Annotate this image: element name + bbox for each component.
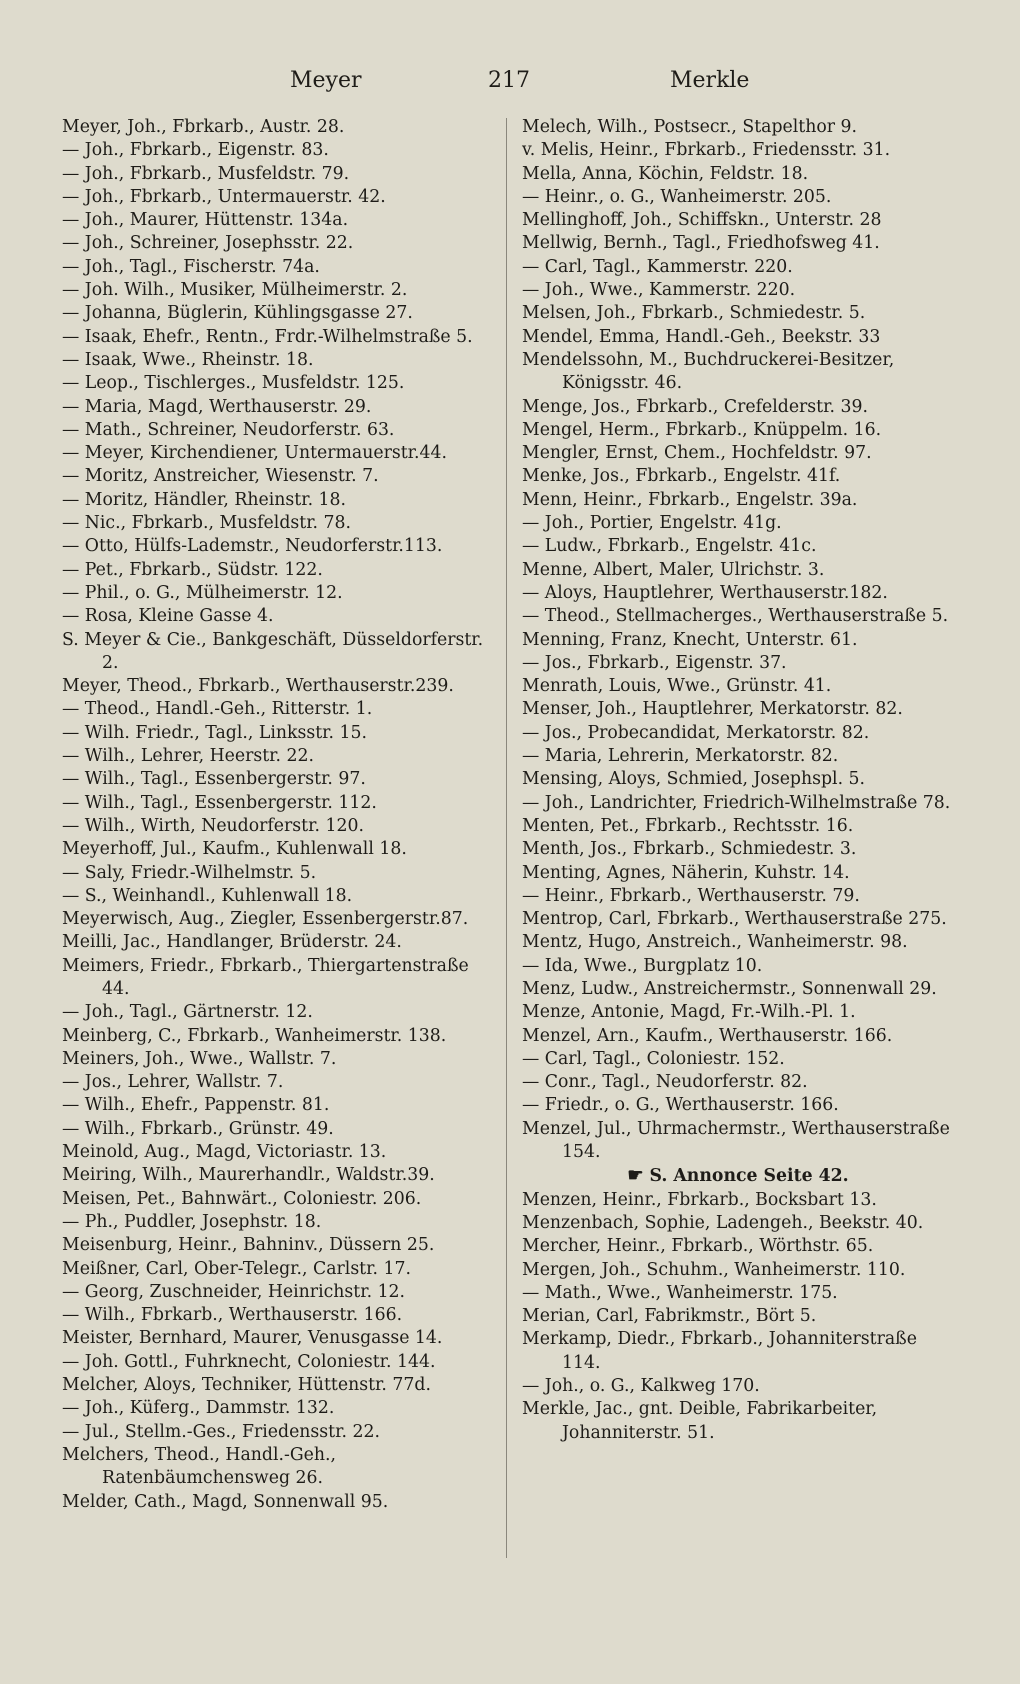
- directory-entry: Melsen, Joh., Fbrkarb., Schmiedestr. 5.: [522, 303, 866, 324]
- directory-entry: Meißner, Carl, Ober-Telegr., Carlstr. 17.: [62, 1258, 411, 1279]
- directory-entry: — Friedr., o. G., Werthauserstr. 166.: [522, 1095, 839, 1116]
- directory-entry: Menzenbach, Sophie, Ladengeh., Beekstr. 40.: [522, 1212, 924, 1233]
- directory-entry: — Phil., o. G., Mülheimerstr. 12.: [62, 582, 343, 603]
- directory-entry: Menser, Joh., Hauptlehrer, Merkatorstr. 82.: [522, 699, 903, 720]
- directory-entry: Mergen, Joh., Schuhm., Wanheimerstr. 110.: [522, 1259, 906, 1280]
- directory-entry: Menz, Ludw., Anstreichermstr., Sonnenwall 29.: [522, 978, 937, 999]
- directory-entry: Meisen, Pet., Bahnwärt., Coloniestr. 206.: [62, 1188, 422, 1209]
- directory-entry: — Carl, Tagl., Kammerstr. 220.: [522, 256, 793, 277]
- directory-entry: — Joh., Tagl., Fischerstr. 74a.: [62, 256, 320, 277]
- directory-entry: S. Meyer & Cie., Bankgeschäft, Düsseldorferstr. 2.: [62, 629, 484, 673]
- directory-entry: Meiring, Wilh., Maurerhandlr., Waldstr.39.: [62, 1165, 435, 1186]
- directory-entry: — Jos., Lehrer, Wallstr. 7.: [62, 1072, 284, 1093]
- directory-entry: — Georg, Zuschneider, Heinrichstr. 12.: [62, 1281, 406, 1302]
- directory-entry: — Wilh., Fbrkarb., Grünstr. 49.: [62, 1118, 334, 1139]
- directory-entry: Mengler, Ernst, Chem., Hochfeldstr. 97.: [522, 443, 872, 464]
- directory-entry: Menne, Albert, Maler, Ulrichstr. 3.: [522, 559, 825, 580]
- directory-entry: Menzel, Jul., Uhrmachermstr., Werthauserstraße 154.: [522, 1118, 950, 1163]
- directory-entry: — Joh., Küferg., Dammstr. 132.: [62, 1398, 335, 1419]
- directory-entry: Mentrop, Carl, Fbrkarb., Werthauserstraße 275.: [522, 909, 947, 930]
- directory-entry: — Rosa, Kleine Gasse 4.: [62, 606, 274, 627]
- directory-entry: Melcher, Aloys, Techniker, Hüttenstr. 77d.: [62, 1375, 431, 1396]
- directory-entry: — Leop., Tischlerges., Musfeldstr. 125.: [62, 373, 405, 394]
- directory-entry: — Wilh., Wirth, Neudorferstr. 120.: [62, 815, 364, 836]
- directory-entry: Menning, Franz, Knecht, Unterstr. 61.: [522, 629, 858, 650]
- directory-entry: — Otto, Hülfs-Lademstr., Neudorferstr.113.: [62, 536, 443, 557]
- header-left-name: Meyer: [290, 68, 362, 93]
- directory-entry: — Joh., Landrichter, Friedrich-Wilhelmstraße 78.: [522, 792, 951, 813]
- directory-entry: — Wilh., Fbrkarb., Werthauserstr. 166.: [62, 1305, 403, 1326]
- directory-entry: Menze, Antonie, Magd, Fr.-Wilh.-Pl. 1.: [522, 1002, 856, 1023]
- directory-entry: — Nic., Fbrkarb., Musfeldstr. 78.: [62, 513, 352, 534]
- directory-entry: — Heinr., o. G., Wanheimerstr. 205.: [522, 186, 832, 207]
- directory-entry: Meinberg, C., Fbrkarb., Wanheimerstr. 138.: [62, 1025, 447, 1046]
- directory-entry: — Joh., Tagl., Gärtnerstr. 12.: [62, 1002, 313, 1023]
- directory-entry: — Math., Schreiner, Neudorferstr. 63.: [62, 419, 395, 440]
- directory-entry: — Meyer, Kirchendiener, Untermauerstr.44.: [62, 443, 448, 464]
- directory-entry: Meyer, Theod., Fbrkarb., Werthauserstr.239.: [62, 676, 454, 697]
- directory-entry: — Wilh., Ehefr., Pappenstr. 81.: [62, 1095, 330, 1116]
- directory-entry: Melchers, Theod., Handl.-Geh., Ratenbäumchensweg 26.: [62, 1444, 337, 1489]
- directory-entry: Menge, Jos., Fbrkarb., Crefelderstr. 39.: [522, 396, 868, 417]
- directory-entry: — Joh. Wilh., Musiker, Mülheimerstr. 2.: [62, 280, 408, 301]
- directory-entry: — Jos., Fbrkarb., Eigenstr. 37.: [522, 652, 787, 673]
- directory-entry: Menn, Heinr., Fbrkarb., Engelstr. 39a.: [522, 489, 858, 510]
- directory-entry: — Isaak, Wwe., Rheinstr. 18.: [62, 349, 314, 370]
- directory-entry: — Conr., Tagl., Neudorferstr. 82.: [522, 1072, 808, 1093]
- column-divider: [506, 118, 507, 1558]
- directory-entry: — Isaak, Ehefr., Rentn., Frdr.-Wilhelmstraße 5.: [62, 326, 473, 347]
- directory-entry: Meilli, Jac., Handlanger, Brüderstr. 24.: [62, 932, 402, 953]
- directory-entry: — Joh., Fbrkarb., Eigenstr. 83.: [62, 140, 329, 161]
- directory-entry: — Joh., Maurer, Hüttenstr. 134a.: [62, 210, 349, 231]
- directory-entry: — Joh., Wwe., Kammerstr. 220.: [522, 280, 796, 301]
- directory-entry: — Aloys, Hauptlehrer, Werthauserstr.182.: [522, 582, 888, 603]
- directory-entry: Meimers, Friedr., Fbrkarb., Thiergartenstraße 44.: [62, 955, 469, 999]
- right-column: [522, 116, 954, 1445]
- directory-entry: Mellinghoff, Joh., Schiffskn., Unterstr. 28: [522, 210, 882, 231]
- annonce-text: S. Annonce Seite 42.: [649, 1166, 849, 1187]
- directory-entry: — Jul., Stellm.-Ges., Friedensstr. 22.: [62, 1421, 380, 1442]
- directory-entry: Mentz, Hugo, Anstreich., Wanheimerstr. 98.: [522, 932, 908, 953]
- page-header: [60, 68, 960, 108]
- directory-entry: Menke, Jos., Fbrkarb., Engelstr. 41f.: [522, 466, 841, 487]
- directory-entry: — Pet., Fbrkarb., Südstr. 122.: [62, 559, 323, 580]
- directory-entry: v. Melis, Heinr., Fbrkarb., Friedensstr. 31.: [522, 140, 891, 161]
- directory-entry: — Joh., o. G., Kalkweg 170.: [522, 1376, 760, 1397]
- directory-entry: — Joh. Gottl., Fuhrknecht, Coloniestr. 144.: [62, 1351, 436, 1372]
- directory-entry: Mensing, Aloys, Schmied, Josephspl. 5.: [522, 769, 866, 790]
- directory-entry: — Theod., Handl.-Geh., Ritterstr. 1.: [62, 699, 373, 720]
- directory-entry: Menzel, Arn., Kaufm., Werthauserstr. 166.: [522, 1025, 893, 1046]
- page-number: 217: [488, 68, 530, 93]
- directory-entry: Merkamp, Diedr., Fbrkarb., Johanniterstraße 114.: [522, 1329, 917, 1373]
- directory-entry: — Moritz, Händler, Rheinstr. 18.: [62, 489, 347, 510]
- directory-entry: — Math., Wwe., Wanheimerstr. 175.: [522, 1282, 838, 1303]
- directory-entry: Menting, Agnes, Näherin, Kuhstr. 14.: [522, 862, 850, 883]
- annonce-note: [522, 1164, 954, 1188]
- directory-entry: — Ludw., Fbrkarb., Engelstr. 41c.: [522, 536, 817, 557]
- directory-entry: — Joh., Fbrkarb., Untermauerstr. 42.: [62, 186, 386, 207]
- directory-entry: Mellwig, Bernh., Tagl., Friedhofsweg 41.: [522, 233, 880, 254]
- directory-entry: Meister, Bernhard, Maurer, Venusgasse 14.: [62, 1328, 443, 1349]
- directory-entry: Mella, Anna, Köchin, Feldstr. 18.: [522, 163, 809, 184]
- directory-entry: — Maria, Lehrerin, Merkatorstr. 82.: [522, 746, 839, 767]
- directory-entry: — Carl, Tagl., Coloniestr. 152.: [522, 1048, 785, 1069]
- directory-entry: Meisenburg, Heinr., Bahninv., Düssern 25.: [62, 1235, 435, 1256]
- directory-entry: — S., Weinhandl., Kuhlenwall 18.: [62, 885, 353, 906]
- directory-entry: Meyerwisch, Aug., Ziegler, Essenbergerstr.87.: [62, 909, 469, 930]
- directory-entry: — Joh., Portier, Engelstr. 41g.: [522, 513, 782, 534]
- directory-entry: — Theod., Stellmacherges., Werthauserstraße 5.: [522, 606, 949, 627]
- directory-entry: — Joh., Schreiner, Josephsstr. 22.: [62, 233, 354, 254]
- directory-entry: Melder, Cath., Magd, Sonnenwall 95.: [62, 1491, 389, 1512]
- directory-entry: Menrath, Louis, Wwe., Grünstr. 41.: [522, 676, 832, 697]
- directory-entry: Merian, Carl, Fabrikmstr., Bört 5.: [522, 1306, 817, 1327]
- directory-entry: — Ida, Wwe., Burgplatz 10.: [522, 955, 763, 976]
- directory-entry: — Joh., Fbrkarb., Musfeldstr. 79.: [62, 163, 350, 184]
- header-right-name: Merkle: [670, 68, 750, 93]
- directory-entry: Menth, Jos., Fbrkarb., Schmiedestr. 3.: [522, 839, 857, 860]
- directory-entry: — Saly, Friedr.-Wilhelmstr. 5.: [62, 862, 317, 883]
- directory-entry: Meiners, Joh., Wwe., Wallstr. 7.: [62, 1048, 337, 1069]
- directory-entry: Melech, Wilh., Postsecr., Stapelthor 9.: [522, 117, 857, 137]
- directory-entry: Menten, Pet., Fbrkarb., Rechtsstr. 16.: [522, 815, 854, 836]
- directory-entry: Mengel, Herm., Fbrkarb., Knüppelm. 16.: [522, 419, 882, 440]
- directory-entry: Meyerhoff, Jul., Kaufm., Kuhlenwall 18.: [62, 839, 407, 860]
- directory-entry: — Johanna, Büglerin, Kühlingsgasse 27.: [62, 303, 413, 324]
- left-column: [62, 116, 494, 1514]
- directory-entry: — Maria, Magd, Werthauserstr. 29.: [62, 396, 372, 417]
- directory-entry: Mercher, Heinr., Fbrkarb., Wörthstr. 65.: [522, 1236, 874, 1257]
- pointing-hand-icon: ☛: [627, 1165, 644, 1187]
- directory-entry: — Wilh., Tagl., Essenbergerstr. 112.: [62, 792, 377, 813]
- directory-entry: Menzen, Heinr., Fbrkarb., Bocksbart 13.: [522, 1189, 877, 1210]
- directory-entry: — Wilh., Tagl., Essenbergerstr. 97.: [62, 769, 366, 790]
- directory-entry: Meyer, Joh., Fbrkarb., Austr. 28.: [62, 117, 345, 137]
- directory-entry: Merkle, Jac., gnt. Deible, Fabrikarbeiter, Johanniterstr. 51.: [522, 1399, 878, 1443]
- directory-entry: — Wilh., Lehrer, Heerstr. 22.: [62, 746, 314, 767]
- directory-entry: Meinold, Aug., Magd, Victoriastr. 13.: [62, 1142, 387, 1163]
- directory-entry: — Moritz, Anstreicher, Wiesenstr. 7.: [62, 466, 379, 487]
- directory-entry: Mendelssohn, M., Buchdruckerei-Besitzer, Königsstr. 46.: [522, 349, 895, 394]
- directory-entry: — Ph., Puddler, Josephstr. 18.: [62, 1211, 322, 1232]
- directory-entry: — Wilh. Friedr., Tagl., Linksstr. 15.: [62, 722, 367, 743]
- directory-entry: — Jos., Probecandidat, Merkatorstr. 82.: [522, 722, 870, 743]
- directory-entry: Mendel, Emma, Handl.-Geh., Beekstr. 33: [522, 326, 881, 347]
- directory-entry: — Heinr., Fbrkarb., Werthauserstr. 79.: [522, 885, 860, 906]
